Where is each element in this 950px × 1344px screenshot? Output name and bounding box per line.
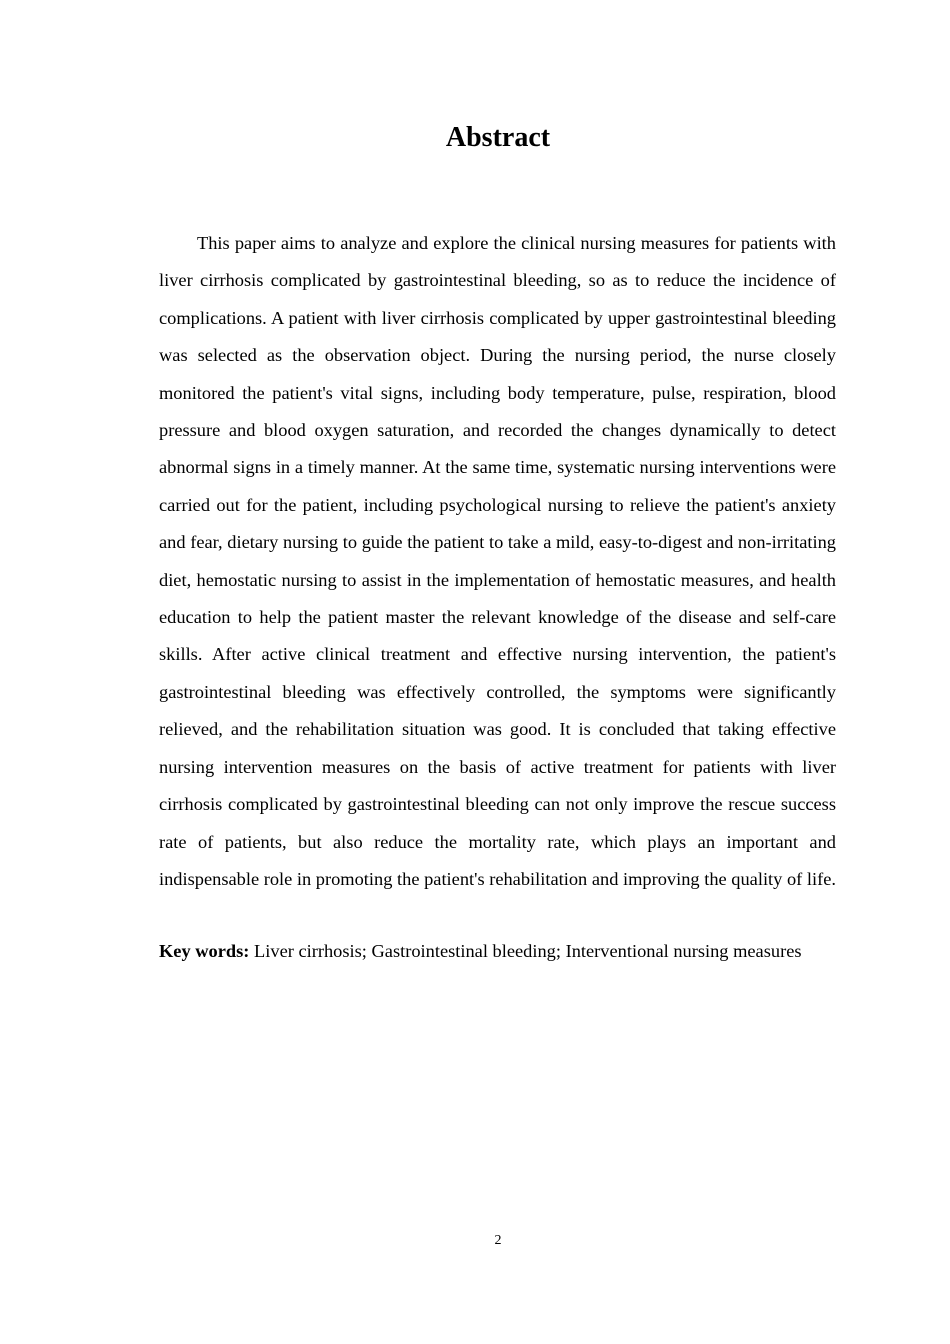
- page-title: Abstract: [445, 122, 551, 153]
- keywords-text: Liver cirrhosis; Gastrointestinal bleeding; Interventional nursing measures: [254, 941, 802, 961]
- abstract-paragraph: This paper aims to analyze and explore the clinical nursing measures for patients with liver cirrhosis complicated by gastrointestinal bleeding, so as to reduce the incidence of complications. A patient with liver cirrhosis complicated by upper gastrointestinal bleeding was selected as the observation object. During the nursing period, the nurse closely monitored the patient's vital signs, including body temperature, pulse, respiration, blood pressure and blood oxygen saturation, and recorded the changes dynamically to detect abnormal signs in a timely manner. At the same time, systematic nursing interventions were carried out for the patient, including psychological nursing to relieve the patient's anxiety and fear, dietary nursing to guide the patient to take a mild, easy-to-digest and non-irritating diet, hemostatic nursing to assist in the implementation of hemostatic measures, and health education to help the patient master the relevant knowledge of the disease and self-care skills. After active clinical treatment and effective nursing intervention, the patient's gastrointestinal bleeding was effectively controlled, the symptoms were significantly relieved, and the rehabilitation situation was good. It is concluded that taking effective nursing intervention measures on the basis of active treatment for patients with liver cirrhosis complicated by gastrointestinal bleeding can not only improve the rescue success rate of patients, but also reduce the mortality rate, which plays an important and indispensable role in promoting the patient's rehabilitation and improving the quality of life.: [159, 233, 836, 889]
- keywords-line: [159, 937, 859, 965]
- keywords-label: Key words:: [159, 941, 250, 961]
- page-number: 2: [494, 1233, 502, 1248]
